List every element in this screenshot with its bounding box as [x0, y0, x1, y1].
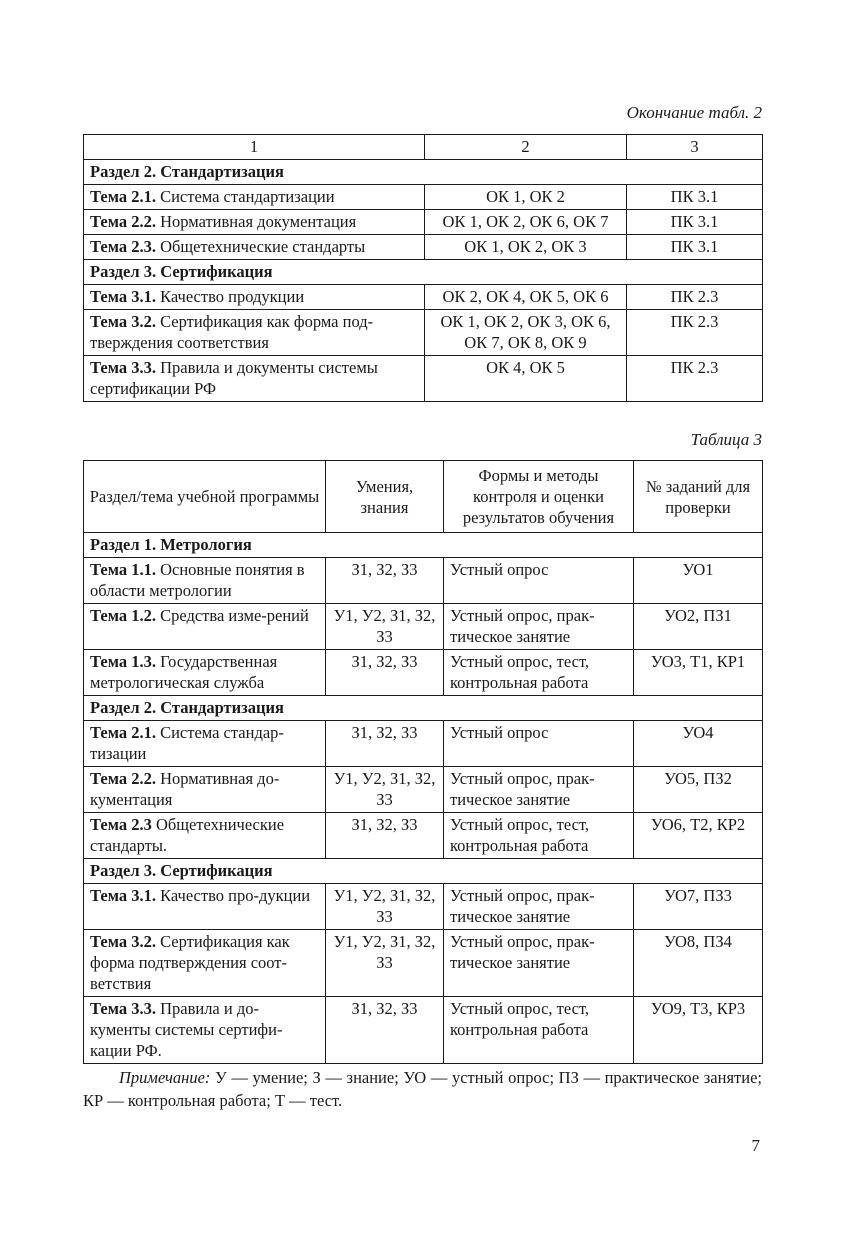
forms-cell: Устный опрос, тест, контрольная работа — [444, 650, 634, 696]
section-row — [84, 160, 763, 185]
header-skills: Умения, знания — [326, 461, 444, 533]
skills-cell: У1, У2, З1, З2, З3 — [326, 767, 444, 813]
table-2 — [83, 134, 763, 402]
column-number: 3 — [627, 135, 763, 160]
tasks-cell: УО9, Т3, КР3 — [634, 997, 763, 1064]
header-tasks: № заданий для проверки — [634, 461, 763, 533]
topic-cell: Тема 3.1. Качество продукции — [84, 285, 425, 310]
section-row — [84, 533, 763, 558]
table-row — [84, 884, 763, 930]
competencies-cell: ОК 1, ОК 2 — [425, 185, 627, 210]
professional-competencies-cell: ПК 2.3 — [627, 356, 763, 402]
topic-cell: Тема 2.1. Система стандартизации — [84, 185, 425, 210]
table-note — [83, 1066, 762, 1112]
page-number: 7 — [751, 1136, 760, 1155]
table-row — [84, 356, 763, 402]
topic-cell: Тема 2.2. Нормативная до-кументация — [84, 767, 326, 813]
tasks-cell: УО3, Т1, КР1 — [634, 650, 763, 696]
forms-cell: Устный опрос, прак-тическое занятие — [444, 604, 634, 650]
table-row — [84, 721, 763, 767]
table-3 — [83, 460, 763, 1064]
skills-cell: У1, У2, З1, З2, З3 — [326, 884, 444, 930]
table-header-row — [84, 461, 763, 533]
forms-cell: Устный опрос, прак-тическое занятие — [444, 767, 634, 813]
competencies-cell: ОК 4, ОК 5 — [425, 356, 627, 402]
topic-cell: Тема 3.1. Качество про-дукции — [84, 884, 326, 930]
section-row — [84, 859, 763, 884]
note-text: У — умение; З — знание; УО — устный опрос; ПЗ — практическое занятие; КР — контрольная работа; Т — тест. — [83, 1068, 762, 1110]
professional-competencies-cell: ПК 2.3 — [627, 285, 763, 310]
forms-cell: Устный опрос, тест, контрольная работа — [444, 813, 634, 859]
column-number: 2 — [425, 135, 627, 160]
topic-cell: Тема 1.2. Средства изме-рений — [84, 604, 326, 650]
topic-cell: Тема 2.3 Общетехнические стандарты. — [84, 813, 326, 859]
topic-cell: Тема 2.2. Нормативная документация — [84, 210, 425, 235]
tasks-cell: УО1 — [634, 558, 763, 604]
tasks-cell: УО6, Т2, КР2 — [634, 813, 763, 859]
table-row — [84, 558, 763, 604]
forms-cell: Устный опрос, тест, контрольная работа — [444, 997, 634, 1064]
competencies-cell: ОК 1, ОК 2, ОК 6, ОК 7 — [425, 210, 627, 235]
table-header-row — [84, 135, 763, 160]
section-row — [84, 260, 763, 285]
professional-competencies-cell: ПК 3.1 — [627, 210, 763, 235]
skills-cell: З1, З2, З3 — [326, 558, 444, 604]
topic-cell: Тема 3.2. Сертификация как форма под-тверждения соответствия — [84, 310, 425, 356]
topic-cell: Тема 2.3. Общетехнические стандарты — [84, 235, 425, 260]
table-row — [84, 310, 763, 356]
header-forms: Формы и методы контроля и оценки результатов обучения — [444, 461, 634, 533]
skills-cell: З1, З2, З3 — [326, 721, 444, 767]
competencies-cell: ОК 1, ОК 2, ОК 3, ОК 6, ОК 7, ОК 8, ОК 9 — [425, 310, 627, 356]
skills-cell: У1, У2, З1, З2, З3 — [326, 930, 444, 997]
professional-competencies-cell: ПК 3.1 — [627, 185, 763, 210]
professional-competencies-cell: ПК 2.3 — [627, 310, 763, 356]
skills-cell: З1, З2, З3 — [326, 997, 444, 1064]
table-row — [84, 604, 763, 650]
forms-cell: Устный опрос, прак-тическое занятие — [444, 930, 634, 997]
professional-competencies-cell: ПК 3.1 — [627, 235, 763, 260]
forms-cell: Устный опрос — [444, 558, 634, 604]
forms-cell: Устный опрос — [444, 721, 634, 767]
table-row — [84, 767, 763, 813]
topic-cell: Тема 3.3. Правила и до-кументы системы сертифи-кации РФ. — [84, 997, 326, 1064]
competencies-cell: ОК 1, ОК 2, ОК 3 — [425, 235, 627, 260]
table-row — [84, 650, 763, 696]
competencies-cell: ОК 2, ОК 4, ОК 5, ОК 6 — [425, 285, 627, 310]
table2-continuation-caption: Окончание табл. 2 — [626, 103, 762, 122]
topic-cell: Тема 3.2. Сертификация как форма подтверждения соот-ветствия — [84, 930, 326, 997]
section-title: Раздел 2. Стандартизация — [84, 160, 763, 185]
header-topic: Раздел/тема учебной программы — [84, 461, 326, 533]
table3-caption: Таблица 3 — [690, 430, 762, 449]
note-label: Примечание: — [119, 1068, 211, 1087]
topic-cell: Тема 1.3. Государственная метрологическая служба — [84, 650, 326, 696]
tasks-cell: УО7, ПЗ3 — [634, 884, 763, 930]
table-row — [84, 210, 763, 235]
skills-cell: У1, У2, З1, З2, З3 — [326, 604, 444, 650]
table-row — [84, 997, 763, 1064]
tasks-cell: УО2, ПЗ1 — [634, 604, 763, 650]
tasks-cell: УО5, ПЗ2 — [634, 767, 763, 813]
section-row — [84, 696, 763, 721]
table-row — [84, 185, 763, 210]
section-title: Раздел 3. Сертификация — [84, 260, 763, 285]
table-row — [84, 235, 763, 260]
tasks-cell: УО4 — [634, 721, 763, 767]
table-row — [84, 813, 763, 859]
skills-cell: З1, З2, З3 — [326, 813, 444, 859]
forms-cell: Устный опрос, прак-тическое занятие — [444, 884, 634, 930]
section-title: Раздел 3. Сертификация — [84, 859, 763, 884]
column-number: 1 — [84, 135, 425, 160]
topic-cell: Тема 1.1. Основные понятия в области метрологии — [84, 558, 326, 604]
topic-cell: Тема 3.3. Правила и документы системы сертификации РФ — [84, 356, 425, 402]
table-row — [84, 285, 763, 310]
skills-cell: З1, З2, З3 — [326, 650, 444, 696]
section-title: Раздел 2. Стандартизация — [84, 696, 763, 721]
section-title: Раздел 1. Метрология — [84, 533, 763, 558]
topic-cell: Тема 2.1. Система стандар-тизации — [84, 721, 326, 767]
tasks-cell: УО8, ПЗ4 — [634, 930, 763, 997]
table-row — [84, 930, 763, 997]
